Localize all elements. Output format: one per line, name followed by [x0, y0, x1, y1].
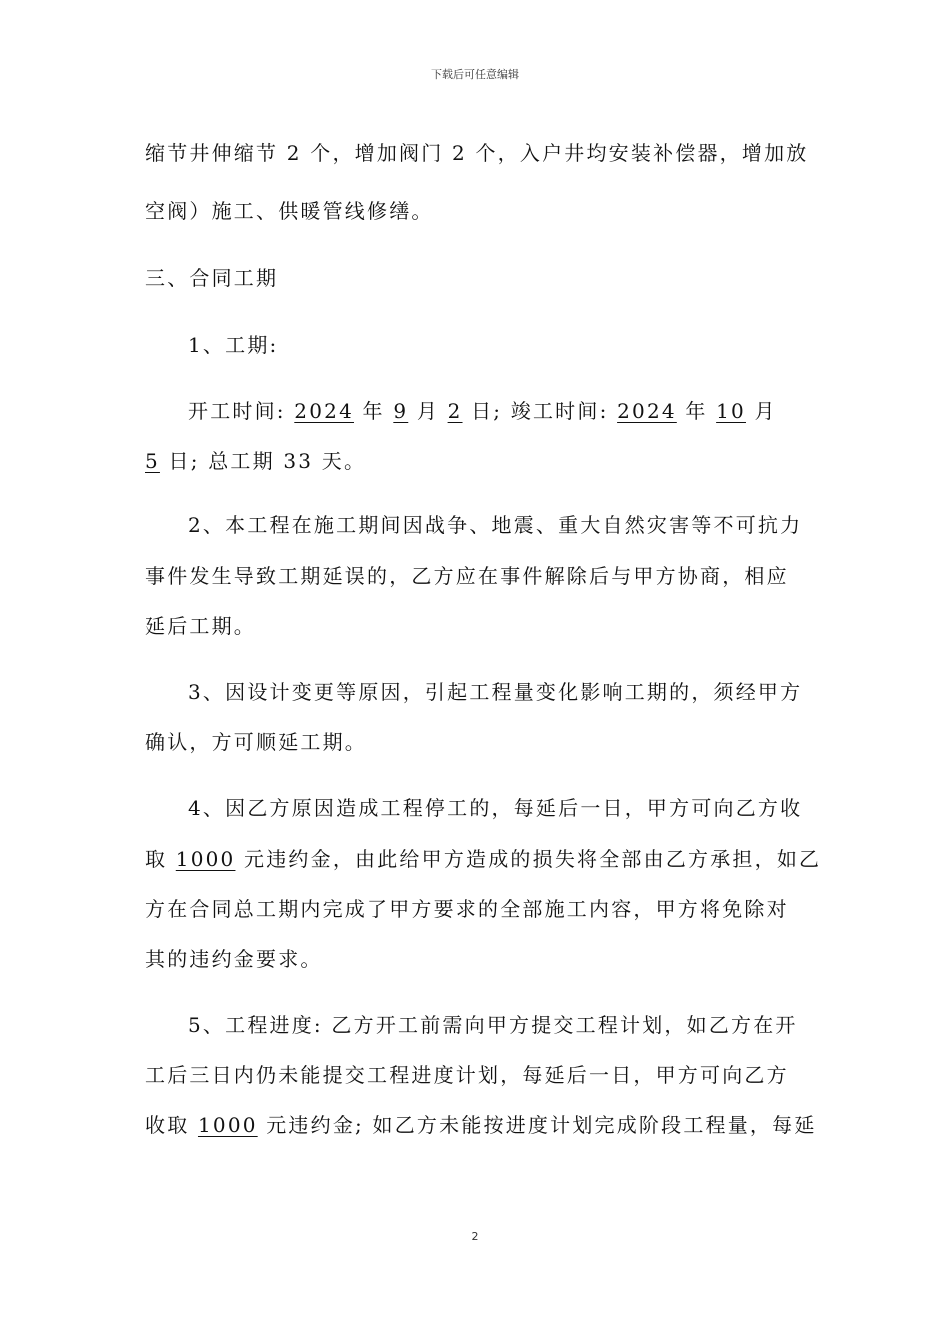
- body-line-2: 空阀）施工、供暖管线修缮。: [145, 199, 434, 223]
- clause-4-line-3: 方在合同总工期内完成了甲方要求的全部施工内容，甲方将免除对: [145, 897, 789, 921]
- year-unit: 年: [354, 399, 394, 423]
- clause-2-line-1: 2、本工程在施工期间因战争、地震、重大自然灾害等不可抗力: [188, 513, 803, 537]
- schedule-line: [188, 398, 777, 424]
- clause-3-line-2: 确认，方可顺延工期。: [145, 730, 367, 754]
- clause-5-line-2: 工后三日内仍未能提交工程进度计划，每延后一日，甲方可向乙方: [145, 1063, 789, 1087]
- schedule-line-2: [145, 448, 366, 474]
- completion-time-label: 日; 竣工时间:: [462, 399, 618, 423]
- clause-2-line-3: 延后工期。: [145, 614, 256, 638]
- clause-4-line-4: 其的违约金要求。: [145, 947, 323, 971]
- clause-5-text-b: 元违约金; 如乙方未能按进度计划完成阶段工程量，每延: [257, 1113, 817, 1137]
- penalty-amount: 1000: [175, 847, 236, 871]
- year-unit-2: 年: [676, 399, 717, 423]
- month-unit: 月: [408, 399, 448, 423]
- page-number: 2: [471, 1230, 479, 1243]
- end-month: 10: [716, 399, 746, 423]
- clause-4-text-b: 元违约金，由此给甲方造成的损失将全部由乙方承担，如乙: [235, 847, 822, 871]
- clause-3-line-1: 3、因设计变更等原因，引起工程量变化影响工期的，须经甲方: [188, 680, 803, 704]
- clause-5-line-3: [145, 1112, 817, 1138]
- end-day: 5: [145, 449, 160, 473]
- clause-2-line-2: 事件发生导致工期延误的，乙方应在事件解除后与甲方协商，相应: [145, 564, 789, 588]
- end-year: 2024: [617, 399, 677, 423]
- start-day: 2: [447, 399, 463, 423]
- page-header: 下载后可任意编辑: [431, 68, 519, 81]
- start-time-label: 开工时间:: [188, 399, 295, 423]
- clause-4-line-2: [145, 846, 821, 872]
- clause-1-title: 1、工期:: [188, 333, 279, 357]
- clause-4-line-1: 4、因乙方原因造成工程停工的，每延后一日，甲方可向乙方收: [188, 796, 803, 820]
- clause-4-text-a: 取: [145, 847, 176, 871]
- penalty-amount-2: 1000: [197, 1113, 258, 1137]
- body-line-1: 缩节井伸缩节 2 个，增加阀门 2 个，入户井均安装补偿器，增加放: [145, 141, 809, 165]
- section-heading-contract-period: 三、合同工期: [145, 266, 279, 290]
- start-month: 9: [393, 399, 409, 423]
- clause-5-text-a: 收取: [145, 1113, 198, 1137]
- month-unit-2: 月: [745, 399, 777, 423]
- start-year: 2024: [294, 399, 354, 423]
- clause-5-line-1: 5、工程进度: 乙方开工前需向甲方提交工程计划，如乙方在开: [188, 1013, 798, 1037]
- total-period: 日; 总工期 33 天。: [159, 449, 367, 473]
